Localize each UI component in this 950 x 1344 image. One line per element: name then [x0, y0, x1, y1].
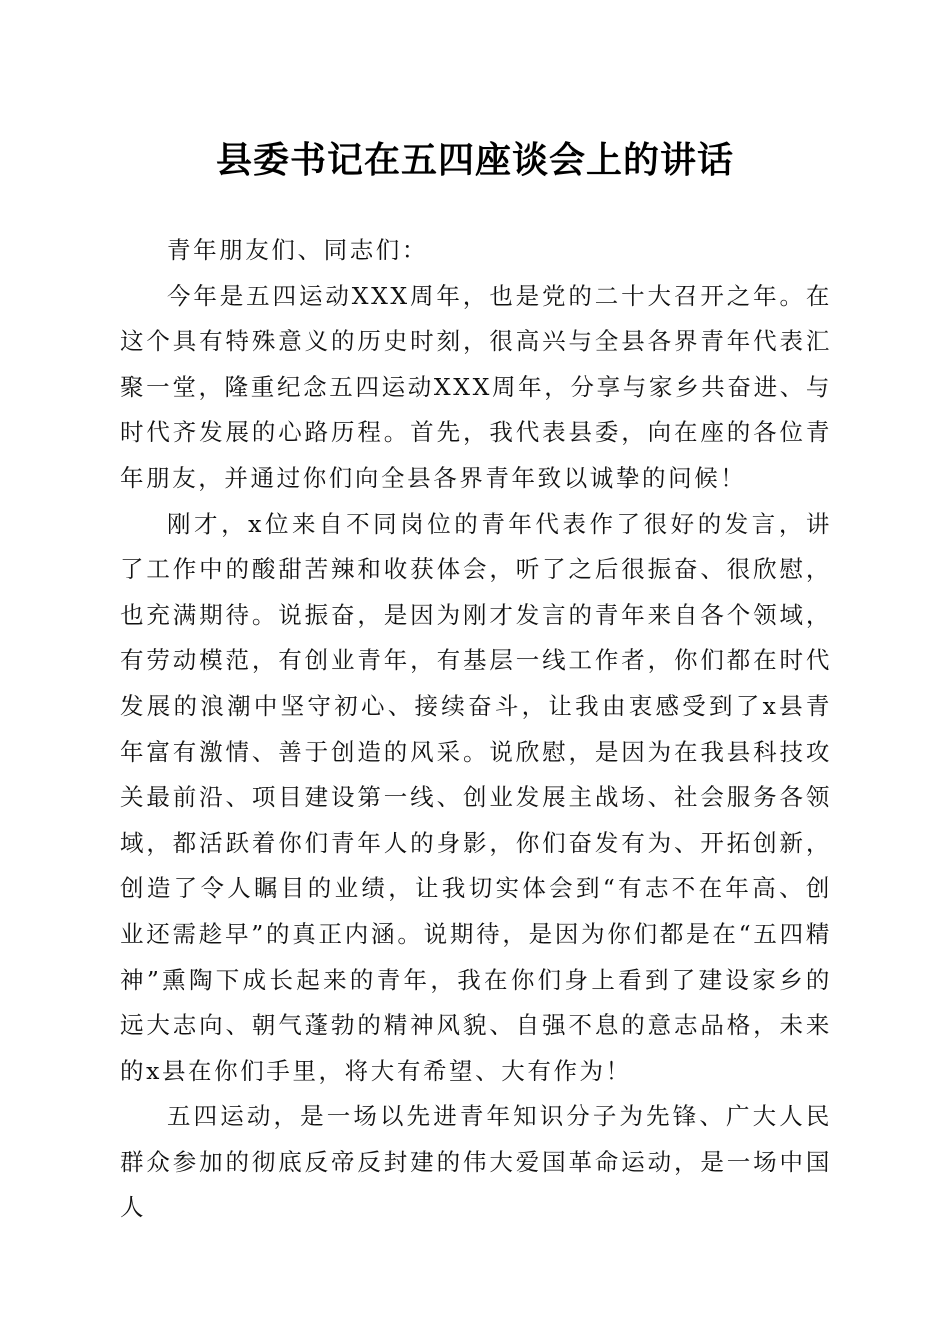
paragraph-1: 今年是五四运动XXX周年，也是党的二十大召开之年。在这个具有特殊意义的历史时刻，很高兴与全县各界青年代表汇聚一堂，隆重纪念五四运动XXX周年，分享与家乡共奋进、与时代齐发展的心路历程。首先，我代表县委，向在座的各位青年朋友，并通过你们向全县各界青年致以诚挚的问候！: [120, 281, 832, 492]
document-title: 县委书记在五四座谈会上的讲话: [215, 139, 734, 181]
paragraph-2: 刚才，x位来自不同岗位的青年代表作了很好的发言，讲了工作中的酸甜苦辣和收获体会，听了之后很振奋、很欣慰，也充满期待。说振奋，是因为刚才发言的青年来自各个领域，有劳动模范，有创业青年，有基层一线工作者，你们都在时代发展的浪潮中坚守初心、接续奋斗，让我由衷感受到了x县青年富有激情、善于创造的风采。说欣慰，是因为在我县科技攻关最前沿、项目建设第一线、创业发展主战场、社会服务各领域，都活跃着你们青年人的身影，你们奋发有为、开拓创新，创造了令人瞩目的业绩，让我切实体会到“有志不在年高、创业还需趁早”的真正内涵。说期待，是因为你们都是在“五四精神”熏陶下成长起来的青年，我在你们身上看到了建设家乡的远大志向、朝气蓬勃的精神风貌、自强不息的意志品格，未来的x县在你们手里，将大有希望、大有作为！: [120, 509, 832, 1085]
document-body: [120, 228, 832, 1231]
paragraph-3: 五四运动，是一场以先进青年知识分子为先锋、广大人民群众参加的彻底反帝反封建的伟大爱国革命运动，是一场中国人: [120, 1102, 832, 1222]
salutation: 青年朋友们、同志们：: [167, 236, 428, 264]
